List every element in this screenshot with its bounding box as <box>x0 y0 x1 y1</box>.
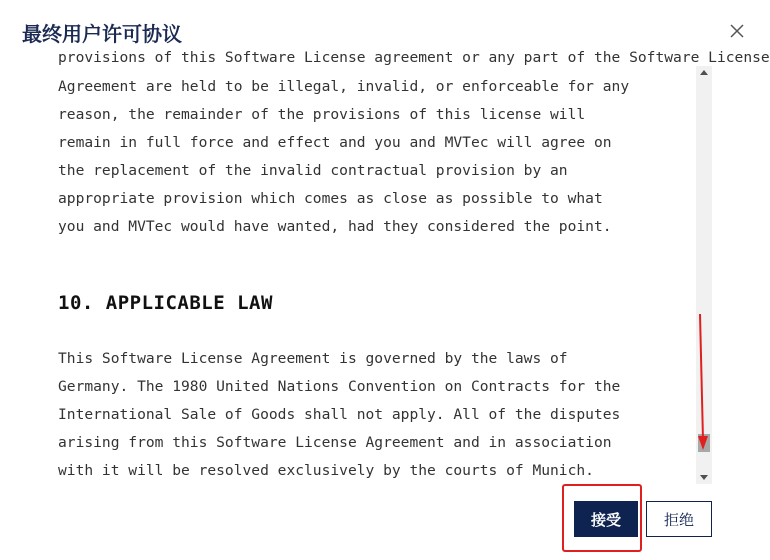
close-button[interactable] <box>726 20 748 42</box>
license-paragraph: This Software License Agreement is governed by the laws of Germany. The 1980 United Nations Convention on Contracts for the International Sale of Goods shall not apply. All of the disputes arising from this Software License Agreement and in association with it will be resolved exclusively by the courts of Munich. <box>58 350 621 479</box>
accept-button[interactable]: 接受 <box>574 501 638 537</box>
license-paragraph: Agreement are held to be illegal, invalid, or enforceable for any reason, the remainder of the provisions of this license will remain in full force and effect and you and MVTec will agree on the replacement of the invalid contractual provision by an appropriate provision which comes as close as possible to what you and MVTec would have wanted, had they considered the point. <box>58 78 630 235</box>
dialog-title: 最终用户许可协议 <box>22 22 182 46</box>
close-icon <box>726 20 748 42</box>
scroll-down-icon[interactable] <box>700 475 708 480</box>
annotation-arrow-icon <box>690 312 714 454</box>
partial-text-line: provisions of this Software License agreement or any part of the Software License <box>58 49 770 66</box>
license-text-area[interactable] <box>58 48 770 480</box>
scroll-up-icon[interactable] <box>700 70 708 75</box>
reject-button[interactable]: 拒绝 <box>646 501 712 537</box>
section-heading: 10. APPLICABLE LAW <box>58 292 273 314</box>
